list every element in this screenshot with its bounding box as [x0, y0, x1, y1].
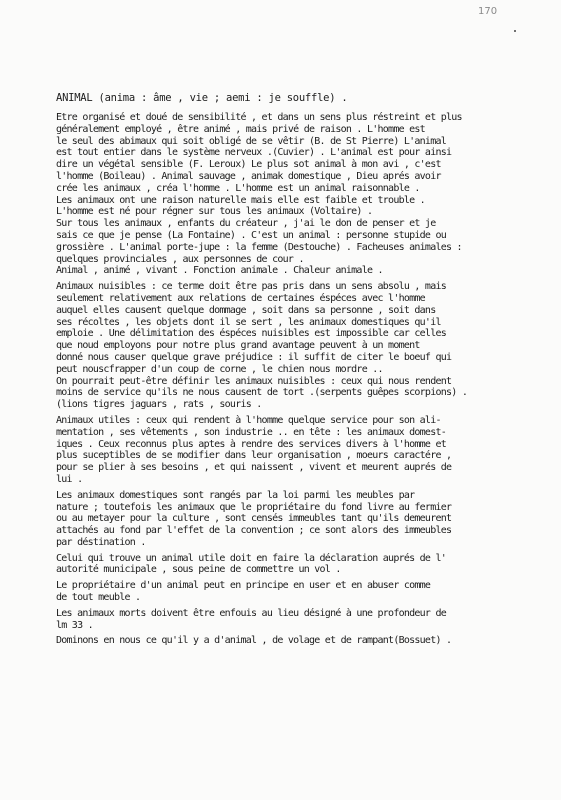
text-line: Animaux utiles : ceux qui rendent à l'homme quelque service pour son ali-	[56, 414, 441, 426]
text-line: ses récoltes , les objets dont il se sert , les animaux domestiques qu'il	[56, 316, 441, 328]
document-body	[56, 112, 556, 647]
text-line: Les animaux ont une raison naturelle mais elle est faible et trouble .	[56, 194, 425, 206]
paragraph	[56, 553, 556, 577]
text-line: de tout meuble .	[56, 592, 141, 604]
text-line: Sur tous les animaux , enfants du créateur , j'ai le don de penser et je	[56, 218, 436, 230]
paragraph	[56, 580, 556, 604]
text-line: est tout entier dans le système nerveux .(Cuvier) . L'animal est pour ainsi	[56, 147, 452, 159]
text-line: quelques provinciales , aux personnes de cour .	[56, 253, 304, 265]
text-line: lui .	[56, 473, 83, 485]
paragraph	[56, 112, 556, 277]
text-line: Les animaux morts doivent être enfouis au lieu désigné à une profondeur de	[56, 607, 447, 619]
text-line: iques . Ceux reconnus plus aptes à rendre des services divers à l'homme et	[56, 438, 447, 450]
text-line: nature ; toutefois les animaux que le propriétaire du fond livre au fermier	[56, 501, 452, 513]
paragraph	[56, 490, 556, 549]
text-line: moins de service qu'ils ne nous causent de tort .(serpents guêpes scorpions) .	[56, 387, 468, 399]
text-line: Celui qui trouve un animal utile doit en faire la déclaration auprés de l'	[56, 552, 447, 564]
text-line: seulement relativement aux relations de certaines éspéces avec l'homme	[56, 292, 425, 304]
text-line: le seul des abimaux qui soit obligé de se vêtir (B. de St Pierre) L'animal	[56, 135, 447, 147]
text-line: Etre organisé et doué de sensibilité , et dans un sens plus réstreint et plus	[56, 112, 462, 123]
text-line: ou au metayer pour la culture , sont censés immeubles tant qu'ils demeurent	[56, 513, 452, 525]
text-line: Les animaux domestiques sont rangés par la loi parmi les meubles par	[56, 489, 415, 501]
text-line: plus suceptibles de se modifier dans leur organisation , moeurs caractére ,	[56, 450, 452, 462]
paragraph	[56, 415, 556, 486]
text-line: attachés au fond par l'effet de la convention ; ce sont alors des immeubles	[56, 525, 452, 537]
text-line: par déstination .	[56, 536, 146, 548]
text-line: auquel elles causent quelque dommage , soit dans sa personne , soit dans	[56, 304, 436, 316]
text-line: peut nouscfrapper d'un coup de corne , le chien nous mordre ..	[56, 363, 383, 375]
text-line: emploie . Une délimitation des éspéces nuisibles est impossible car celles	[56, 328, 447, 340]
text-line: mentation , ses vêtements , son industrie .. en tête : les animaux domest-	[56, 426, 447, 438]
paragraph	[56, 608, 556, 632]
text-line: dire un végétal sensible (F. Leroux) Le plus sot animal à mon avi , c'est	[56, 159, 441, 171]
text-line: (lions tigres jaguars , rats , souris .	[56, 399, 262, 411]
text-line: généralement employé , être animé , mais privé de raison . L'homme est	[56, 123, 425, 135]
text-line: Animal , animé , vivant . Fonction animale . Chaleur animale .	[56, 265, 383, 277]
text-line: que noud employons pour notre plus grand avantage peuvent à un moment	[56, 340, 420, 352]
text-line: pour se plier à ses besoins , et qui naissent , vivent et meurent auprés de	[56, 462, 452, 474]
text-line: donné nous causer quelque grave préjudice : il suffit de citer le boeuf qui	[56, 351, 452, 363]
entry-title: ANIMAL (anima : âme , vie ; aemi : je souffle) .	[56, 92, 348, 104]
text-line: grossière . L'animal porte-jupe : la femme (Destouche) . Facheuses animales :	[56, 241, 462, 253]
ink-dot	[514, 30, 516, 32]
text-line: On pourrait peut-être définir les animaux nuisibles : ceux qui nous rendent	[56, 375, 452, 387]
paragraph	[56, 281, 556, 411]
text-line: l'homme (Boileau) . Animal sauvage , animak domestique , Dieu aprés avoir	[56, 170, 441, 182]
text-line: crée les animaux , créa l'homme . L'homme est un animal raisonnable .	[56, 182, 420, 194]
text-line: L'homme est né pour régner sur tous les animaux (Voltaire) .	[56, 206, 373, 218]
text-line: Le propriétaire d'un animal peut en principe en user et en abuser comme	[56, 580, 431, 592]
text-line: autorité municipale , sous peine de commettre un vol .	[56, 564, 341, 576]
page-number: 170	[478, 6, 498, 17]
text-line: Animaux nuisibles : ce terme doit être pas pris dans un sens absolu , mais	[56, 281, 447, 293]
paragraph	[56, 635, 556, 647]
text-line: lm 33 .	[56, 619, 93, 631]
text-line: sais ce que je pense (La Fontaine) . C'est un animal : personne stupide ou	[56, 229, 447, 241]
text-line: Dominons en nous ce qu'il y a d'animal , de volage et de rampant(Bossuet) .	[56, 635, 452, 647]
